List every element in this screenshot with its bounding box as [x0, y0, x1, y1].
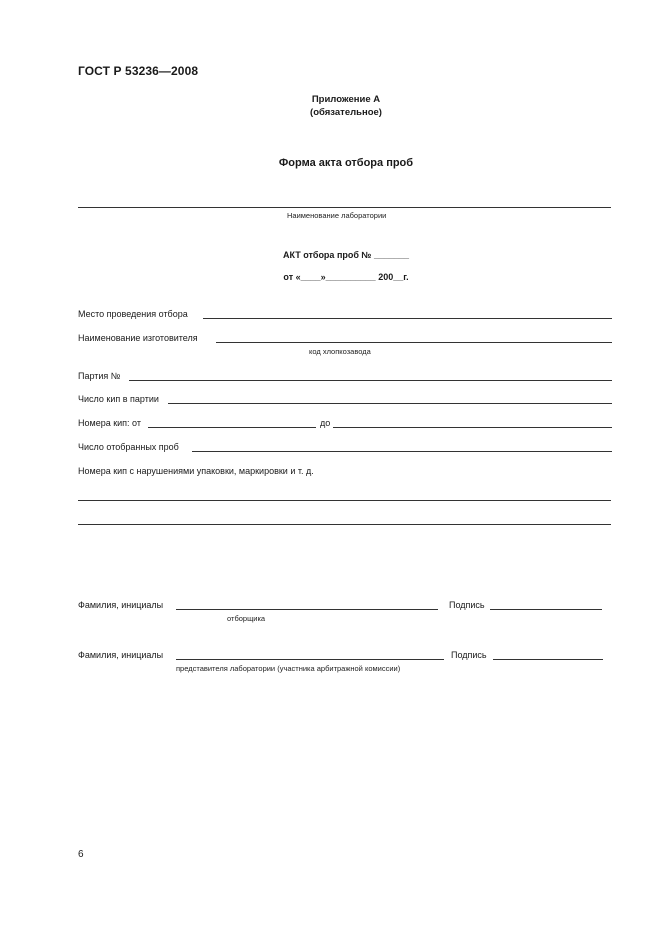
violations-line-2[interactable] — [78, 524, 611, 525]
lab-name-line[interactable] — [78, 207, 611, 208]
lab-rep-signature-line[interactable] — [493, 659, 603, 660]
act-title: АКТ отбора проб № _______ — [282, 250, 410, 260]
bale-numbers-from-line[interactable] — [148, 427, 316, 428]
violations-label: Номера кип с нарушениями упаковки, маркировки и т. д. — [78, 466, 314, 476]
bale-numbers-from-label: Номера кип: от — [78, 418, 141, 428]
sampler-name-line[interactable] — [176, 609, 438, 610]
bale-numbers-to-line[interactable] — [333, 427, 612, 428]
samples-count-line[interactable] — [192, 451, 612, 452]
annex-status: (обязательное) — [310, 107, 382, 118]
violations-line-1[interactable] — [78, 500, 611, 501]
sampler-caption: отборщика — [227, 614, 266, 623]
page-number: 6 — [78, 849, 84, 860]
place-line[interactable] — [203, 318, 612, 319]
manufacturer-line[interactable] — [216, 342, 612, 343]
place-label: Место проведения отбора — [78, 309, 188, 319]
document-header: ГОСТ Р 53236—2008 — [78, 64, 199, 78]
batch-line[interactable] — [129, 380, 612, 381]
lab-rep-name-label: Фамилия, инициалы — [78, 650, 164, 660]
sampler-signature-label: Подпись — [449, 600, 485, 610]
samples-count-label: Число отобранных проб — [78, 442, 179, 452]
bales-count-line[interactable] — [168, 403, 612, 404]
lab-rep-caption: представителя лаборатории (участника арбитражной комиссии) — [176, 664, 401, 673]
manufacturer-label: Наименование изготовителя — [78, 333, 198, 343]
annex-title: Приложение А — [311, 94, 381, 105]
batch-label: Партия № — [78, 371, 121, 381]
manufacturer-caption: код хлопкозавода — [309, 347, 371, 356]
lab-name-caption: Наименование лаборатории — [287, 211, 387, 220]
bale-numbers-to-label: до — [320, 418, 331, 428]
lab-rep-signature-label: Подпись — [451, 650, 487, 660]
act-date: от «____»__________ 200__г. — [283, 272, 409, 282]
sampler-signature-line[interactable] — [490, 609, 602, 610]
lab-rep-name-line[interactable] — [176, 659, 444, 660]
bales-count-label: Число кип в партии — [78, 394, 159, 404]
form-title: Форма акта отбора проб — [278, 157, 414, 169]
sampler-name-label: Фамилия, инициалы — [78, 600, 164, 610]
